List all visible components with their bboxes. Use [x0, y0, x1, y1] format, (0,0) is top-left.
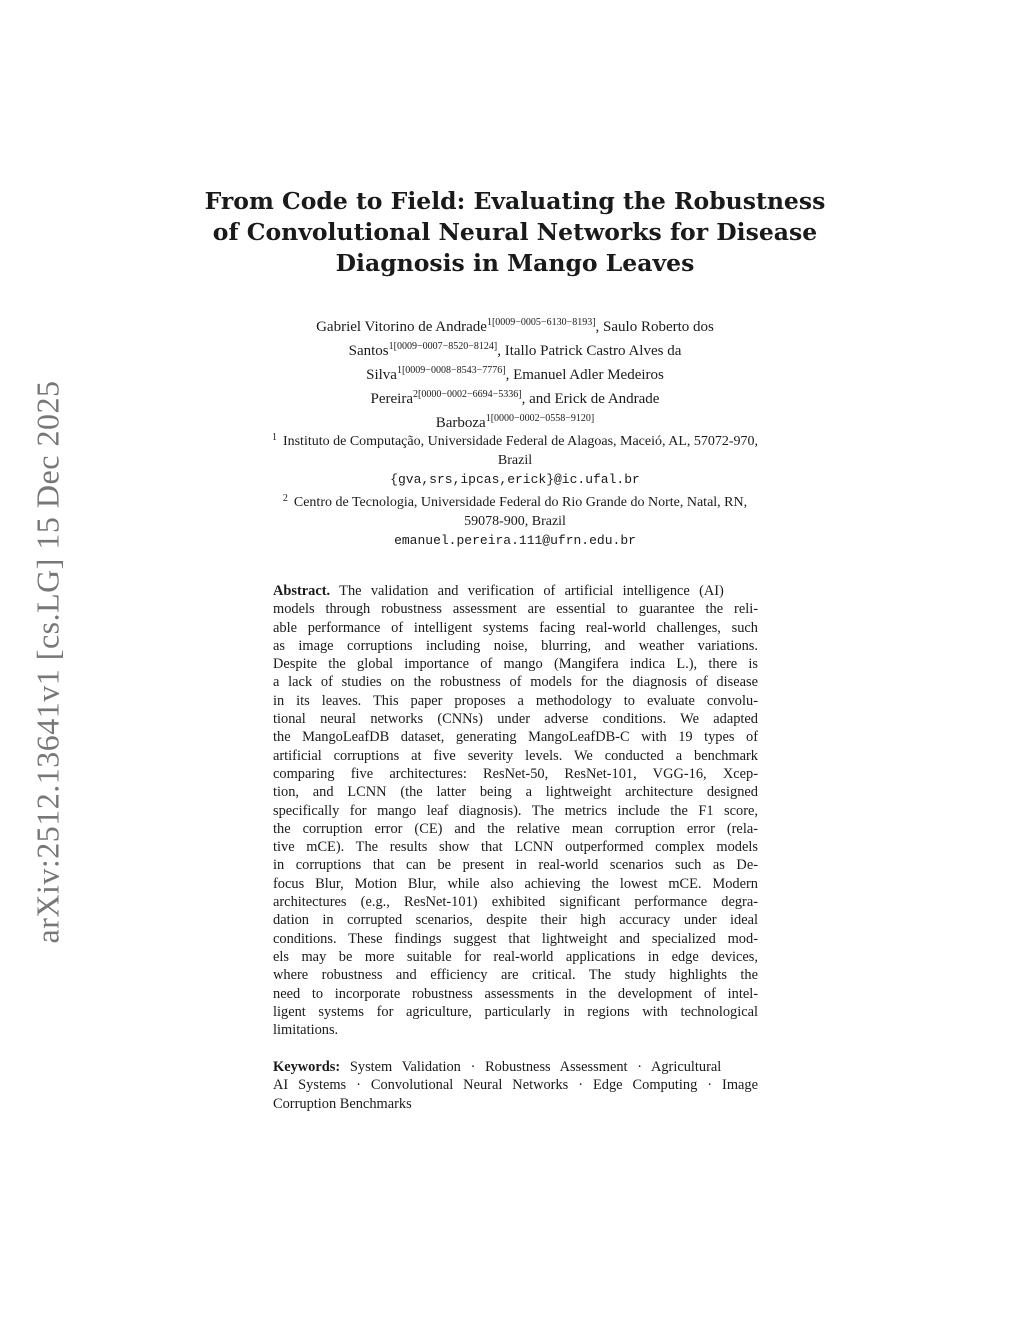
abstract-line: comparing five architectures: ResNet-50, ResNet-101, VGG-16, Xcep- [273, 765, 758, 782]
affiliation-mark: 2 [282, 493, 288, 504]
title-line: of Convolutional Neural Networks for Disease [212, 218, 818, 246]
author-list [230, 313, 800, 433]
affiliation-mark: 1 [271, 432, 277, 443]
author-name: , Emanuel Adler Medeiros [505, 367, 664, 383]
abstract-line: where robustness and efficiency are critical. The study highlights the [273, 967, 758, 984]
abstract-label: Abstract. [273, 583, 331, 599]
abstract-line: conditions. These findings suggest that lightweight and specialized mod- [273, 930, 758, 947]
abstract [273, 582, 758, 1039]
keywords-label: Keywords: [273, 1059, 341, 1075]
abstract-line: limitations. [273, 1022, 339, 1039]
abstract-line: a lack of studies on the robustness of models for the diagnosis of disease [273, 674, 758, 691]
author-line [230, 361, 800, 385]
abstract-line: tional neural networks (CNNs) under adverse conditions. We adapted [273, 711, 758, 728]
author-name: Silva [366, 367, 397, 383]
author-name: , Itallo Patrick Castro Alves da [497, 343, 682, 359]
affiliation-2 [220, 489, 810, 512]
keywords-first-line [273, 1058, 758, 1076]
author-name: Santos [348, 343, 389, 359]
abstract-line: dation in corrupted scenarios, despite their high accuracy under ideal [273, 912, 758, 929]
author-line [230, 337, 800, 361]
abstract-line: in corruptions that can be present in real-world scenarios such as De- [273, 857, 758, 874]
orcid-superscript: 1[0000−0002−0558−9120] [485, 413, 595, 424]
affiliation-1 [220, 428, 810, 451]
abstract-line: artificial corruptions at five severity levels. We conducted a benchmark [273, 747, 758, 764]
email-link-2[interactable]: emanuel.pereira.111@ufrn.edu.br [394, 533, 636, 548]
keywords [273, 1058, 758, 1113]
abstract-line: focus Blur, Motion Blur, while also achieving the lowest mCE. Modern [273, 875, 758, 892]
affiliation-text: Instituto de Computação, Universidade Federal de Alagoas, Maceió, AL, 57072-970, [282, 434, 759, 449]
abstract-line: ligent systems for agriculture, particularly in regions with technological [273, 1003, 758, 1020]
author-name: Gabriel Vitorino de Andrade [316, 319, 487, 335]
affiliations [220, 428, 810, 550]
author-line [230, 385, 800, 409]
abstract-first-line [273, 582, 758, 600]
abstract-line: tion, and LCNN (the latter being a lightweight architecture designed [273, 784, 758, 801]
orcid-superscript: 1[0009−0005−6130−8193] [486, 317, 596, 328]
affiliation-1-cont: Brazil [497, 453, 533, 468]
orcid-superscript: 1[0009−0007−8520−8124] [388, 341, 498, 352]
abstract-line: Despite the global importance of mango (Mangifera indica L.), there is [273, 656, 758, 673]
abstract-line: the corruption error (CE) and the relative mean corruption error (rela- [273, 820, 758, 837]
affiliation-2-cont: 59078-900, Brazil [464, 514, 566, 529]
author-name: , Saulo Roberto dos [595, 319, 714, 335]
orcid-superscript: 1[0009−0008−8543−7776] [396, 365, 506, 376]
abstract-line: specifically for mango leaf diagnosis). The metrics include the F1 score, [273, 802, 758, 819]
abstract-line: els may be more suitable for real-world applications in edge devices, [273, 948, 758, 965]
author-name: Pereira [370, 391, 413, 407]
orcid-superscript: 2[0000−0002−6694−5336] [413, 389, 522, 400]
arxiv-identifier: arXiv:2512.13641v1 [cs.LG] 15 Dec 2025 [29, 380, 66, 944]
author-name: Barboza [435, 415, 486, 431]
abstract-text: The validation and verification of artificial intelligence (AI) [330, 583, 724, 599]
abstract-line: tive mCE). The results show that LCNN outperformed complex models [273, 839, 758, 856]
author-name: , and Erick de Andrade [521, 391, 660, 407]
email-link-1[interactable]: {gva,srs,ipcas,erick}@ic.ufal.br [390, 472, 640, 487]
abstract-line: in its leaves. This paper proposes a methodology to evaluate convolu- [273, 692, 758, 709]
title-line: Diagnosis in Mango Leaves [335, 249, 695, 277]
keywords-line: Corruption Benchmarks [273, 1095, 412, 1112]
author-line [230, 313, 800, 337]
title-line: From Code to Field: Evaluating the Robustness [204, 187, 826, 215]
abstract-line: able performance of intelligent systems facing real-world challenges, such [273, 619, 758, 636]
abstract-line: architectures (e.g., ResNet-101) exhibited significant performance degra- [273, 894, 758, 911]
abstract-line: need to incorporate robustness assessments in the development of intel- [273, 985, 758, 1002]
abstract-line: the MangoLeafDB dataset, generating MangoLeafDB-C with 19 types of [273, 729, 758, 746]
paper-title [200, 186, 830, 279]
affiliation-text: Centro de Tecnologia, Universidade Federal do Rio Grande do Norte, Natal, RN, [293, 495, 748, 510]
keywords-text: System Validation · Robustness Assessment · Agricultural [349, 1059, 722, 1075]
keywords-line: AI Systems · Convolutional Neural Networks · Edge Computing · Image [273, 1077, 758, 1094]
abstract-line: models through robustness assessment are essential to guarantee the reli- [273, 601, 758, 618]
abstract-line: as image corruptions including noise, blurring, and weather variations. [273, 637, 758, 654]
